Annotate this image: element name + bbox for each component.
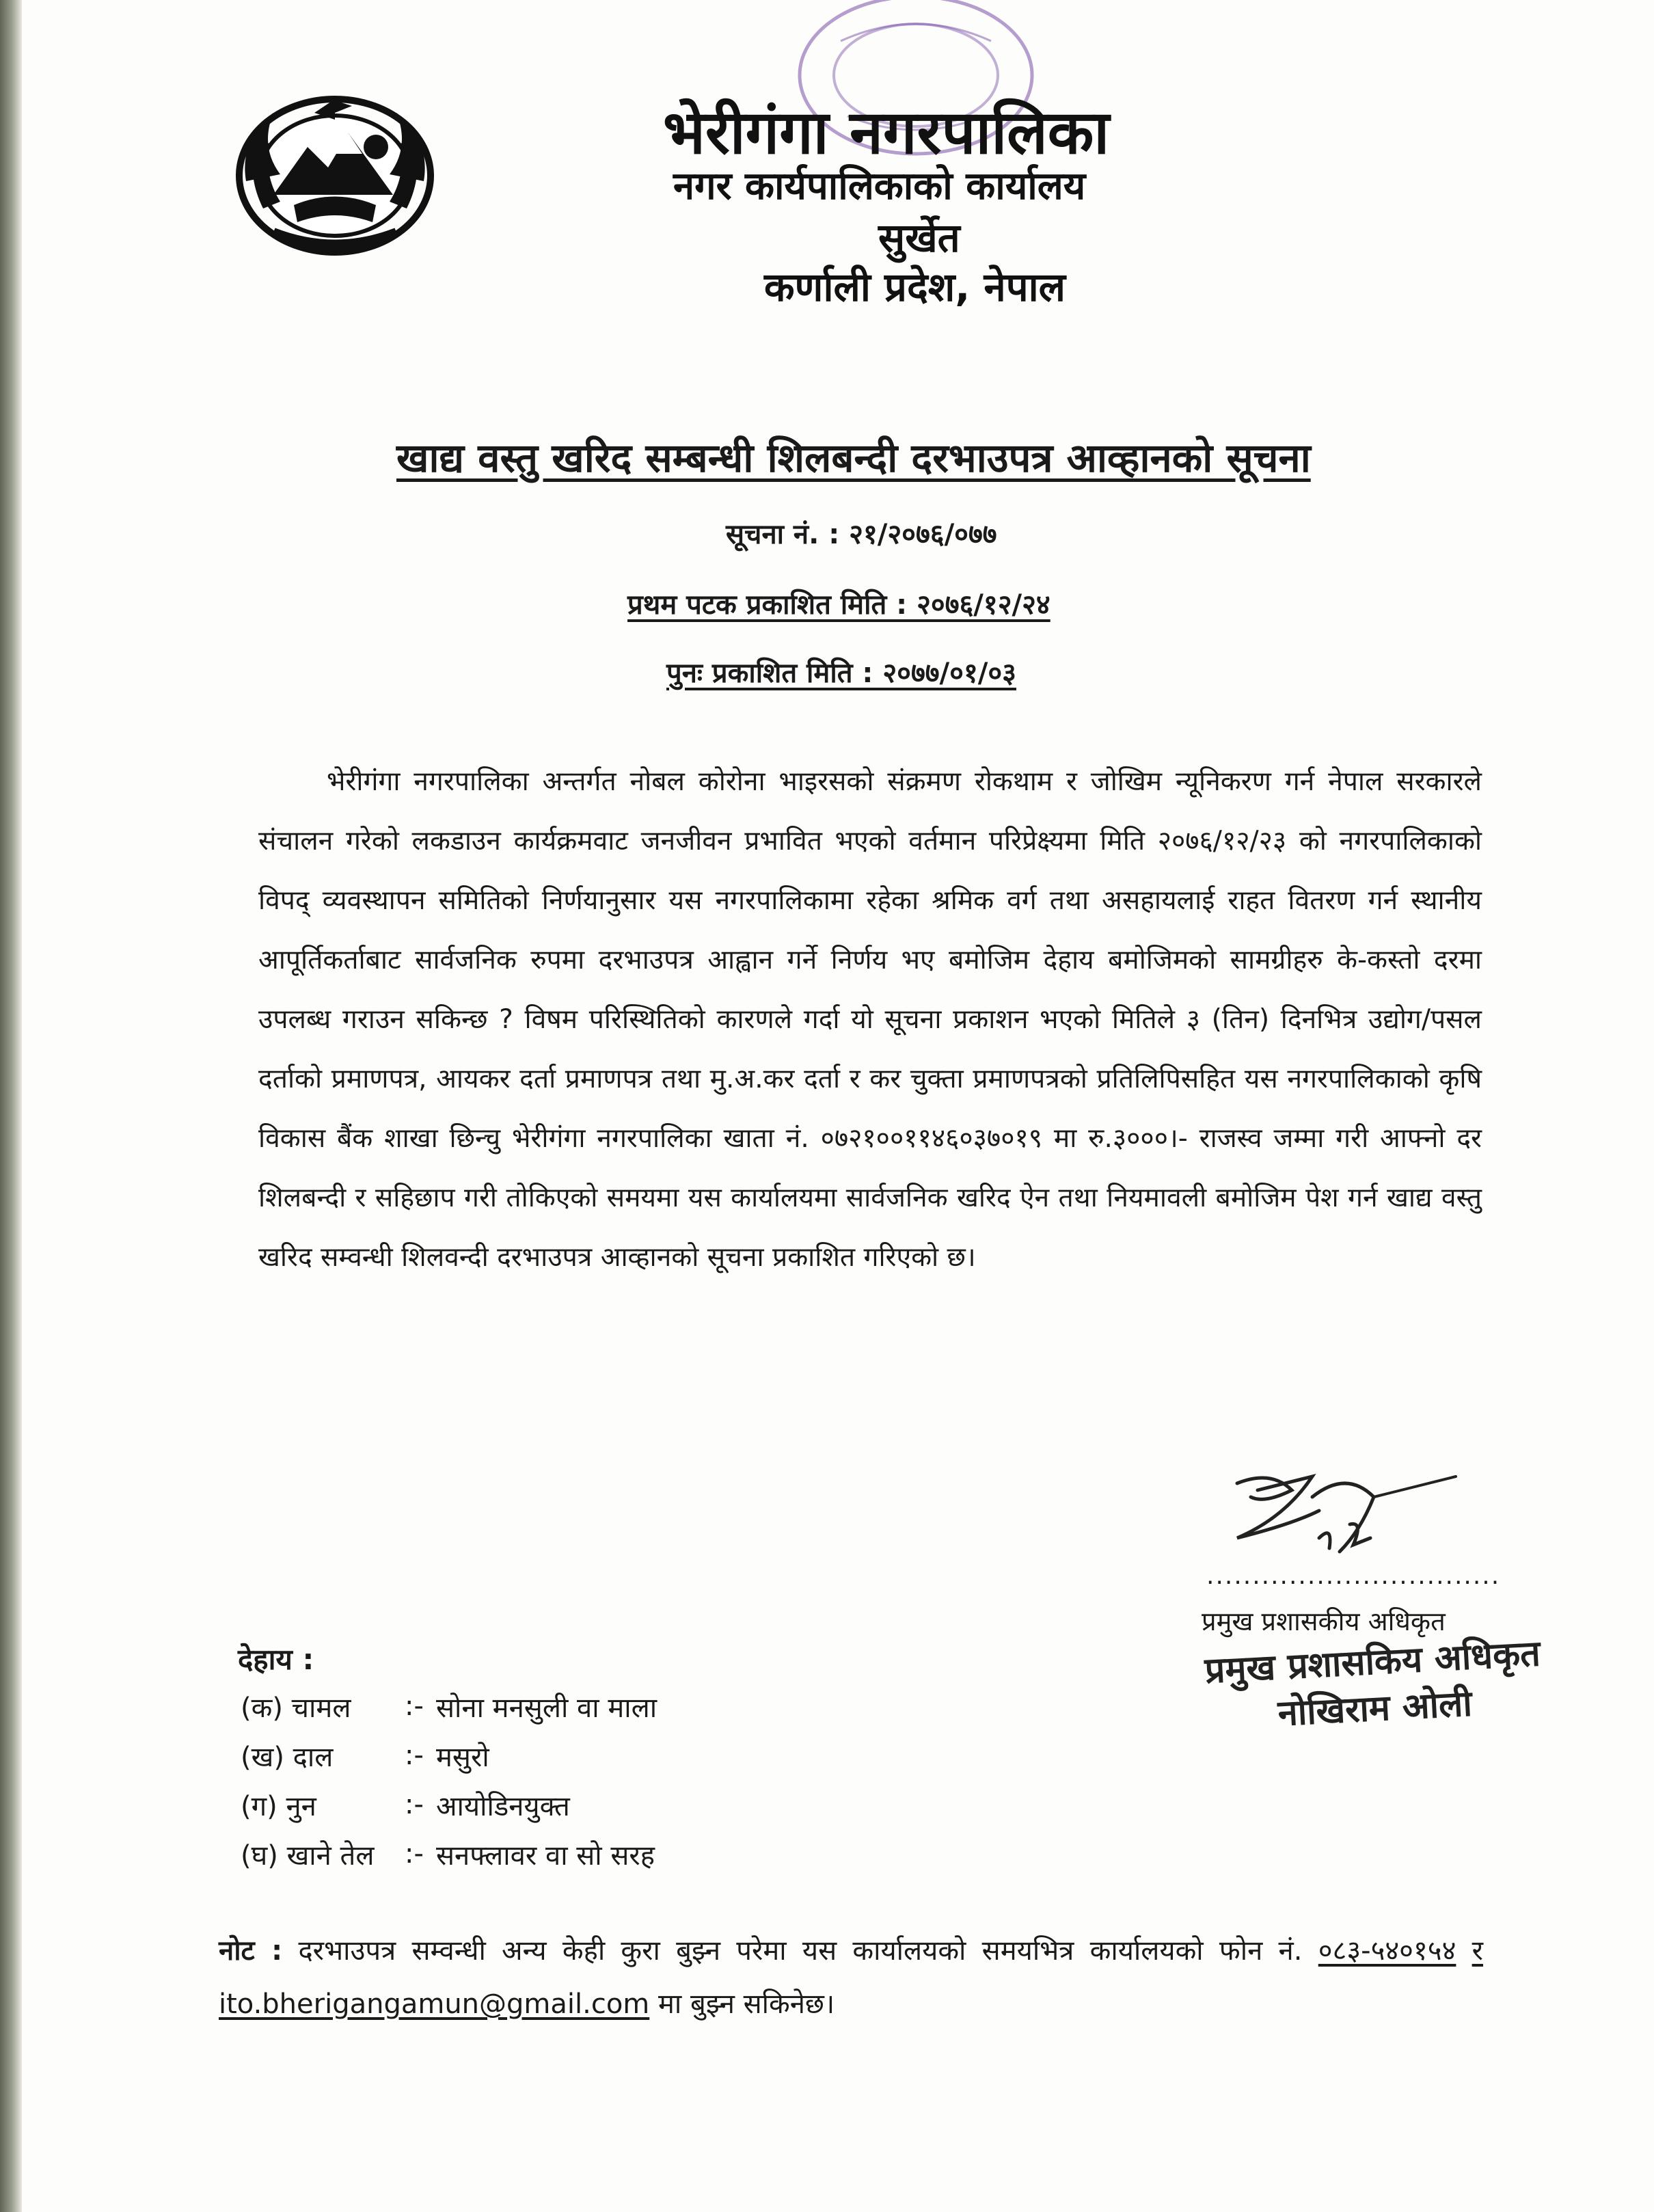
item-label: (घ) खाने तेल [241,1839,375,1872]
municipality-emblem-logo [232,92,437,260]
list-item [241,1731,856,1780]
office-phone: ०८३-५४०१५४ [1318,1935,1456,1967]
stamp-designation: प्रमुख प्रशासकिय अधिकृत [1204,1633,1542,1692]
list-item [241,1682,856,1731]
notice-title: खाद्य वस्तु खरिद सम्बन्धी शिलबन्दी दरभाउपत्र आव्हानको सूचना [396,435,1311,481]
item-separator: :- [405,1740,424,1771]
notice-body: भेरीगंगा नगरपालिका अन्तर्गत नोबल कोरोना भाइरसको संक्रमण रोकथाम र जोखिम न्यूनिकरण गर्न नेपाल सरकारले संचालन गरेको लकडाउन कार्यक्रमवाट जनजीवन प्रभावित भएको वर्तमान परिप्रेक्ष्यमा मिति २०७६/१२/२३ को नगरपालिकाको विपद् व्यवस्थापन समितिको निर्णयानुसार यस नगरपालिकामा रहेका श्रमिक वर्ग तथा असहायलाई राहत वितरण गर्न स्थानीय आपूर्तिकर्ताबाट सार्वजनिक रुपमा दरभाउपत्र आह्वान गर्ने निर्णय भए बमोजिम देहाय बमोजिमको सामग्रीहरु के-कस्तो दरमा उपलब्ध गराउन सकिन्छ ? विषम परिस्थितिको कारणले गर्दा यो सूचना प्रकाशन भएको मितिले ३ (तिन) दिनभित्र उद्योग/पसल दर्ताको प्रमाणपत्र, आयकर दर्ता प्रमाणपत्र तथा मु.अ.कर दर्ता र कर चुक्ता प्रमाणपत्रको प्रतिलिपिसहित यस नगरपालिकाको कृषि विकास बैंक शाखा छिन्चु भेरीगंगा नगरपालिका खाता नं. ०७२१००११४६०३७०१९ मा रु.३०००।- राजस्व जम्मा गरी आफ्नो दर शिलबन्दी र सहिछाप गरी तोकिएको समयमा यस कार्यालयमा सार्वजनिक खरिद ऐन तथा नियमावली बमोजिम पेश गर्न खाद्य वस्तु खरिद सम्वन्धी शिलवन्दी दरभाउपत्र आव्हानको सूचना प्रकाशित गरिएको छ। [258,766,1482,1273]
note-label: नोट : [219,1935,283,1967]
item-separator: :- [405,1789,424,1820]
signatory-designation: प्रमुख प्रशासकीय अधिकृत [1202,1606,1446,1636]
item-label: (ख) दाल [241,1741,334,1773]
note-paragraph [219,1924,1483,2031]
stamp-name: नोखिराम ओली [1277,1683,1474,1735]
note-conjunction: र [1472,1935,1483,1967]
notice-number: सूचना नं. : २१/२०७६/०७७ [726,519,997,550]
item-separator: :- [405,1690,424,1722]
office-email: ito.bherigangamun@gmail.com [219,1988,650,2020]
republished-date: पुनः प्रकाशित मिति : २०७७/०१/०३ [666,658,1016,689]
items-heading: देहाय : [238,1643,314,1676]
note-text: दरभाउपत्र सम्वन्धी अन्य केही कुरा बुझ्न परेमा यस कार्यालयको समयभित्र कार्यालयको फोन नं. [298,1935,1303,1967]
page-edge [0,0,22,2212]
list-item [241,1780,856,1829]
office-name: भेरीगंगा नगरपालिका [663,97,1110,167]
item-value: सोना मनसुली वा माला [436,1692,657,1724]
item-value: आयोडिनयुक्त [436,1790,570,1822]
items-list [241,1682,856,1878]
item-separator: :- [405,1838,424,1870]
first-published-date: प्रथम पटक प्रकाशित मिति : २०७६/१२/२४ [627,589,1050,621]
office-city: सुर्खेत [878,215,960,261]
list-item [241,1829,856,1878]
item-label: (ग) नुन [241,1790,316,1822]
item-label: (क) चामल [241,1692,351,1724]
note-end: मा बुझ्न सकिनेछ। [657,1988,835,2020]
item-value: मसुरो [436,1741,489,1773]
signature-line: ................................ [1206,1562,1501,1590]
signatory-stamp [1187,1630,1560,1742]
office-province: कर्णाली प्रदेश, नेपाल [764,264,1066,310]
office-subtitle: नगर कार्यपालिकाको कार्यालय [673,164,1086,208]
item-value: सनफ्लावर वा सो सरह [436,1839,655,1872]
